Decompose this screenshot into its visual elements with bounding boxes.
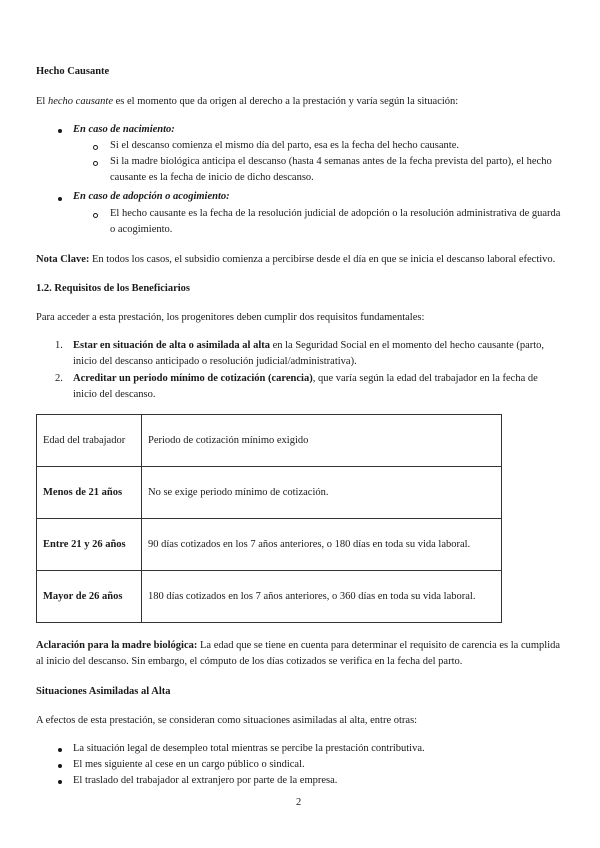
section-title-requisitos: 1.2. Requisitos de los Beneficiarios [36, 283, 190, 294]
table-cell-age: Mayor de 26 años [37, 571, 142, 623]
bullet-icon [58, 764, 62, 768]
aclaracion: Aclaración para la madre biológica: La edad que se tiene en cuenta para determinar el requisito de carencia es la cumplida al inicio del descanso. Sin embargo, el cómputo de los días cotizados se verifica en la fecha del parto. [36, 640, 561, 667]
list-number: 2. [55, 373, 63, 384]
requisitos-intro: Para acceder a esta prestación, los progenitores deben cumplir dos requisitos fundamentales: [36, 312, 425, 323]
bullet-icon [58, 129, 62, 133]
table-header-row [37, 415, 502, 467]
table-header-cell: Edad del trabajador [37, 415, 142, 467]
bullet-icon [58, 748, 62, 752]
cotizacion-table [36, 414, 502, 623]
table-row [37, 571, 502, 623]
page-number: 2 [296, 797, 302, 808]
circle-bullet-icon [93, 161, 98, 166]
asimiladas-intro: A efectos de esta prestación, se consideran como situaciones asimiladas al alta, entre otras: [36, 715, 418, 726]
nota-clave: Nota Clave: En todos los casos, el subsidio comienza a percibirse desde el día en que se inicia el descanso laboral efectivo. [36, 254, 556, 265]
asimiladas-item: El traslado del trabajador al extranjero por parte de la empresa. [73, 775, 338, 786]
table-cell-age: Entre 21 y 26 años [37, 519, 142, 571]
table-row [37, 519, 502, 571]
table-cell-period: No se exige periodo mínimo de cotización. [142, 467, 502, 519]
nacimiento-item: Si el descanso comienza el mismo día del parto, esa es la fecha del hecho causante. [110, 140, 459, 151]
hecho-intro: El hecho causante es el momento que da origen al derecho a la prestación y varía según la situación: [36, 96, 459, 107]
table-row [37, 467, 502, 519]
table-cell-period: 180 días cotizados en los 7 años anteriores, o 360 días en toda su vida laboral. [142, 571, 502, 623]
requisito-item: Estar en situación de alta o asimilada al alta en la Seguridad Social en el momento del hecho causante (parto, inicio del descanso anticipado o resolución judicial/administrativa). [73, 340, 545, 367]
section-title-hecho-causante: Hecho Causante [36, 66, 110, 77]
circle-bullet-icon [93, 145, 98, 150]
nacimiento-label: En caso de nacimiento: [73, 124, 175, 135]
nacimiento-item: Si la madre biológica anticipa el descanso (hasta 4 semanas antes de la fecha prevista del parto), el hecho causante es la fecha de inicio de dicho descanso. [110, 156, 552, 183]
adopcion-item: El hecho causante es la fecha de la resolución judicial de adopción o la resolución administrativa de guarda o acogimiento. [110, 208, 561, 235]
list-number: 1. [55, 340, 63, 351]
table-header-cell: Periodo de cotización mínimo exigido [142, 415, 502, 467]
requisito-item: Acreditar un periodo mínimo de cotización (carencia), que varía según la edad del trabajador en la fecha de inicio del descanso. [73, 373, 538, 400]
table-cell-age: Menos de 21 años [37, 467, 142, 519]
circle-bullet-icon [93, 213, 98, 218]
section-title-asimiladas: Situaciones Asimiladas al Alta [36, 686, 171, 697]
asimiladas-item: La situación legal de desempleo total mientras se percibe la prestación contributiva. [73, 743, 425, 754]
bullet-icon [58, 780, 62, 784]
adopcion-label: En caso de adopción o acogimiento: [73, 191, 230, 202]
asimiladas-item: El mes siguiente al cese en un cargo público o sindical. [73, 759, 305, 770]
bullet-icon [58, 197, 62, 201]
table-cell-period: 90 días cotizados en los 7 años anteriores, o 180 días en toda su vida laboral. [142, 519, 502, 571]
